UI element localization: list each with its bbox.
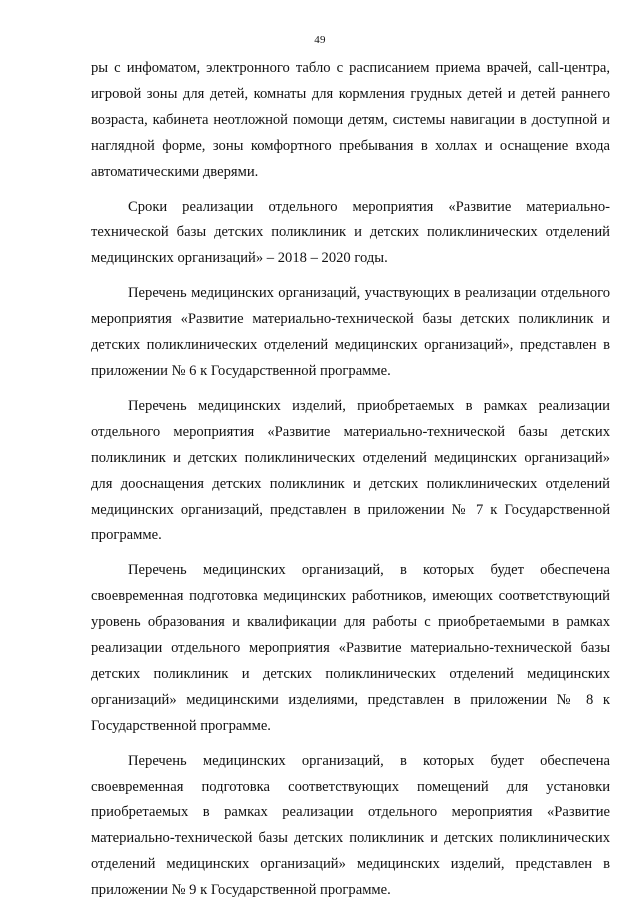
paragraph-implementation-period: Сроки реализации отдельного мероприятия «Развитие материально-технической базы детских поликлиник и детских поликлинических отделений медицинских организаций» – 2018 – 2020 годы. <box>91 198 610 267</box>
paragraph-staff-training: Перечень медицинских организаций, в которых будет обеспечена своевременная подготовка медицинских работников, имеющих соответствующий уровень образования и квалификации для работы с приобретаемыми в рамках реализации отдельного мероприятия «Развитие материально-технической базы детских поликлиник и детских поликлинических отделений медицинских организаций» медицинскими изделиями, представлен в приложении № 8 к Государственной программе. <box>91 562 610 734</box>
paragraph-medical-devices: Перечень медицинских изделий, приобретаемых в рамках реализации отдельного мероприятия «Развитие материально-технической базы детских поликлиник и детских поликлинических отделений медицинских организаций» для дооснащения детских поликлиник и детских поликлинических отделений медицинских организаций, представлен в приложении № 7 к Государственной программе. <box>91 397 610 544</box>
document-body <box>91 56 610 904</box>
page-number: 49 <box>314 34 326 46</box>
paragraph-continuation: ры с инфоматом, электронного табло с расписанием приема врачей, call-центра, игровой зоны для детей, комнаты для кормления грудных детей и детей раннего возраста, кабинета неотложной помощи детям, системы навигации в доступной и наглядной форме, зоны комфортного пребывания в холлах и оснащение входа автоматическими дверями. <box>91 60 610 180</box>
paragraph-premises-preparation: Перечень медицинских организаций, в которых будет обеспечена своевременная подготовка соответствующих помещений для установки приобретаемых в рамках реализации отдельного мероприятия «Развитие материально-технической базы детских поликлиник и детских поликлинических отделений медицинских организаций» медицинских изделий, представлен в приложении № 9 к Государственной программе. <box>91 752 610 899</box>
paragraph-participating-organizations: Перечень медицинских организаций, участвующих в реализации отдельного мероприятия «Развитие материально-технической базы детских поликлиник и детских поликлинических отделений медицинских организаций», представлен в приложении № 6 к Государственной программе. <box>91 285 610 379</box>
